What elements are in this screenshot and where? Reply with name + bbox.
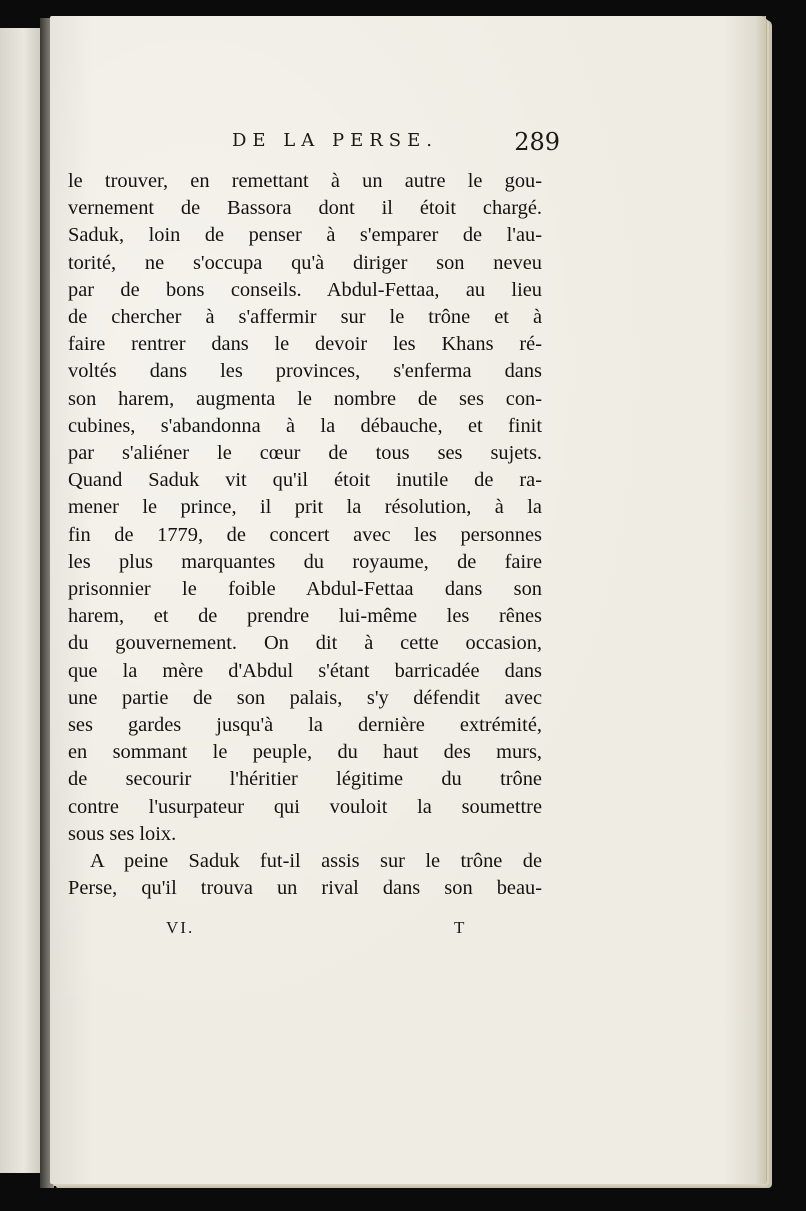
page-footer [166,918,466,944]
page-edge-shadow [756,16,766,1184]
text-line: ses gardes jusqu'à la dernière extrémité, [68,714,542,737]
text-line: le trouver, en remettant à un autre le gou- [68,170,542,192]
signature-mark: T [454,918,465,937]
text-line: une partie de son palais, s'y défendit avec [68,686,542,709]
text-line: par s'aliéner le cœur de tous ses sujets. [68,442,542,465]
text-line: voltés dans les provinces, s'enferma dans [68,360,542,383]
text-line: par de bons conseils. Abdul-Fettaa, au lieu [68,278,542,301]
text-line: fin de 1779, de concert avec les personnes [68,523,542,546]
text-line: contre l'usurpateur qui vouloit la soumettre [68,795,542,818]
text-line: en sommant le peuple, du haut des murs, [68,741,542,764]
text-line: sous ses loix. [68,822,177,845]
text-line: Quand Saduk vit qu'il étoit inutile de ra- [68,469,542,492]
facing-page-edge [0,28,42,1173]
text-line: Saduk, loin de penser à s'emparer de l'au- [68,224,542,247]
page-header [180,128,560,164]
text-line: faire rentrer dans le devoir les Khans ré- [68,333,542,356]
text-line: torité, ne s'occupa qu'à diriger son neveu [68,251,542,274]
text-line: cubines, s'abandonna à la débauche, et finit [68,414,542,437]
text-line: que la mère d'Abdul s'étant barricadée dans [68,659,542,682]
text-line: Perse, qu'il trouva un rival dans son beau- [68,877,542,900]
text-line: vernement de Bassora dont il étoit chargé. [68,197,542,220]
text-line: mener le prince, il prit la résolution, à la [68,496,542,519]
text-line: A peine Saduk fut-il assis sur le trône de [90,850,542,873]
text-line: harem, et de prendre lui-même les rênes [68,605,542,628]
volume-number: VI. [166,918,195,937]
text-line: prisonnier le foible Abdul-Fettaa dans son [68,578,542,601]
text-line: de secourir l'héritier légitime du trône [68,768,542,791]
body-text [68,168,542,902]
text-line: les plus marquantes du royaume, de faire [68,550,542,573]
running-head: DE LA PERSE. [232,130,438,151]
text-line: son harem, augmenta le nombre de ses con- [68,387,542,410]
page-number: 289 [514,128,560,156]
text-line: du gouvernement. On dit à cette occasion, [68,632,542,655]
text-line: de chercher à s'affermir sur le trône et à [68,306,542,329]
